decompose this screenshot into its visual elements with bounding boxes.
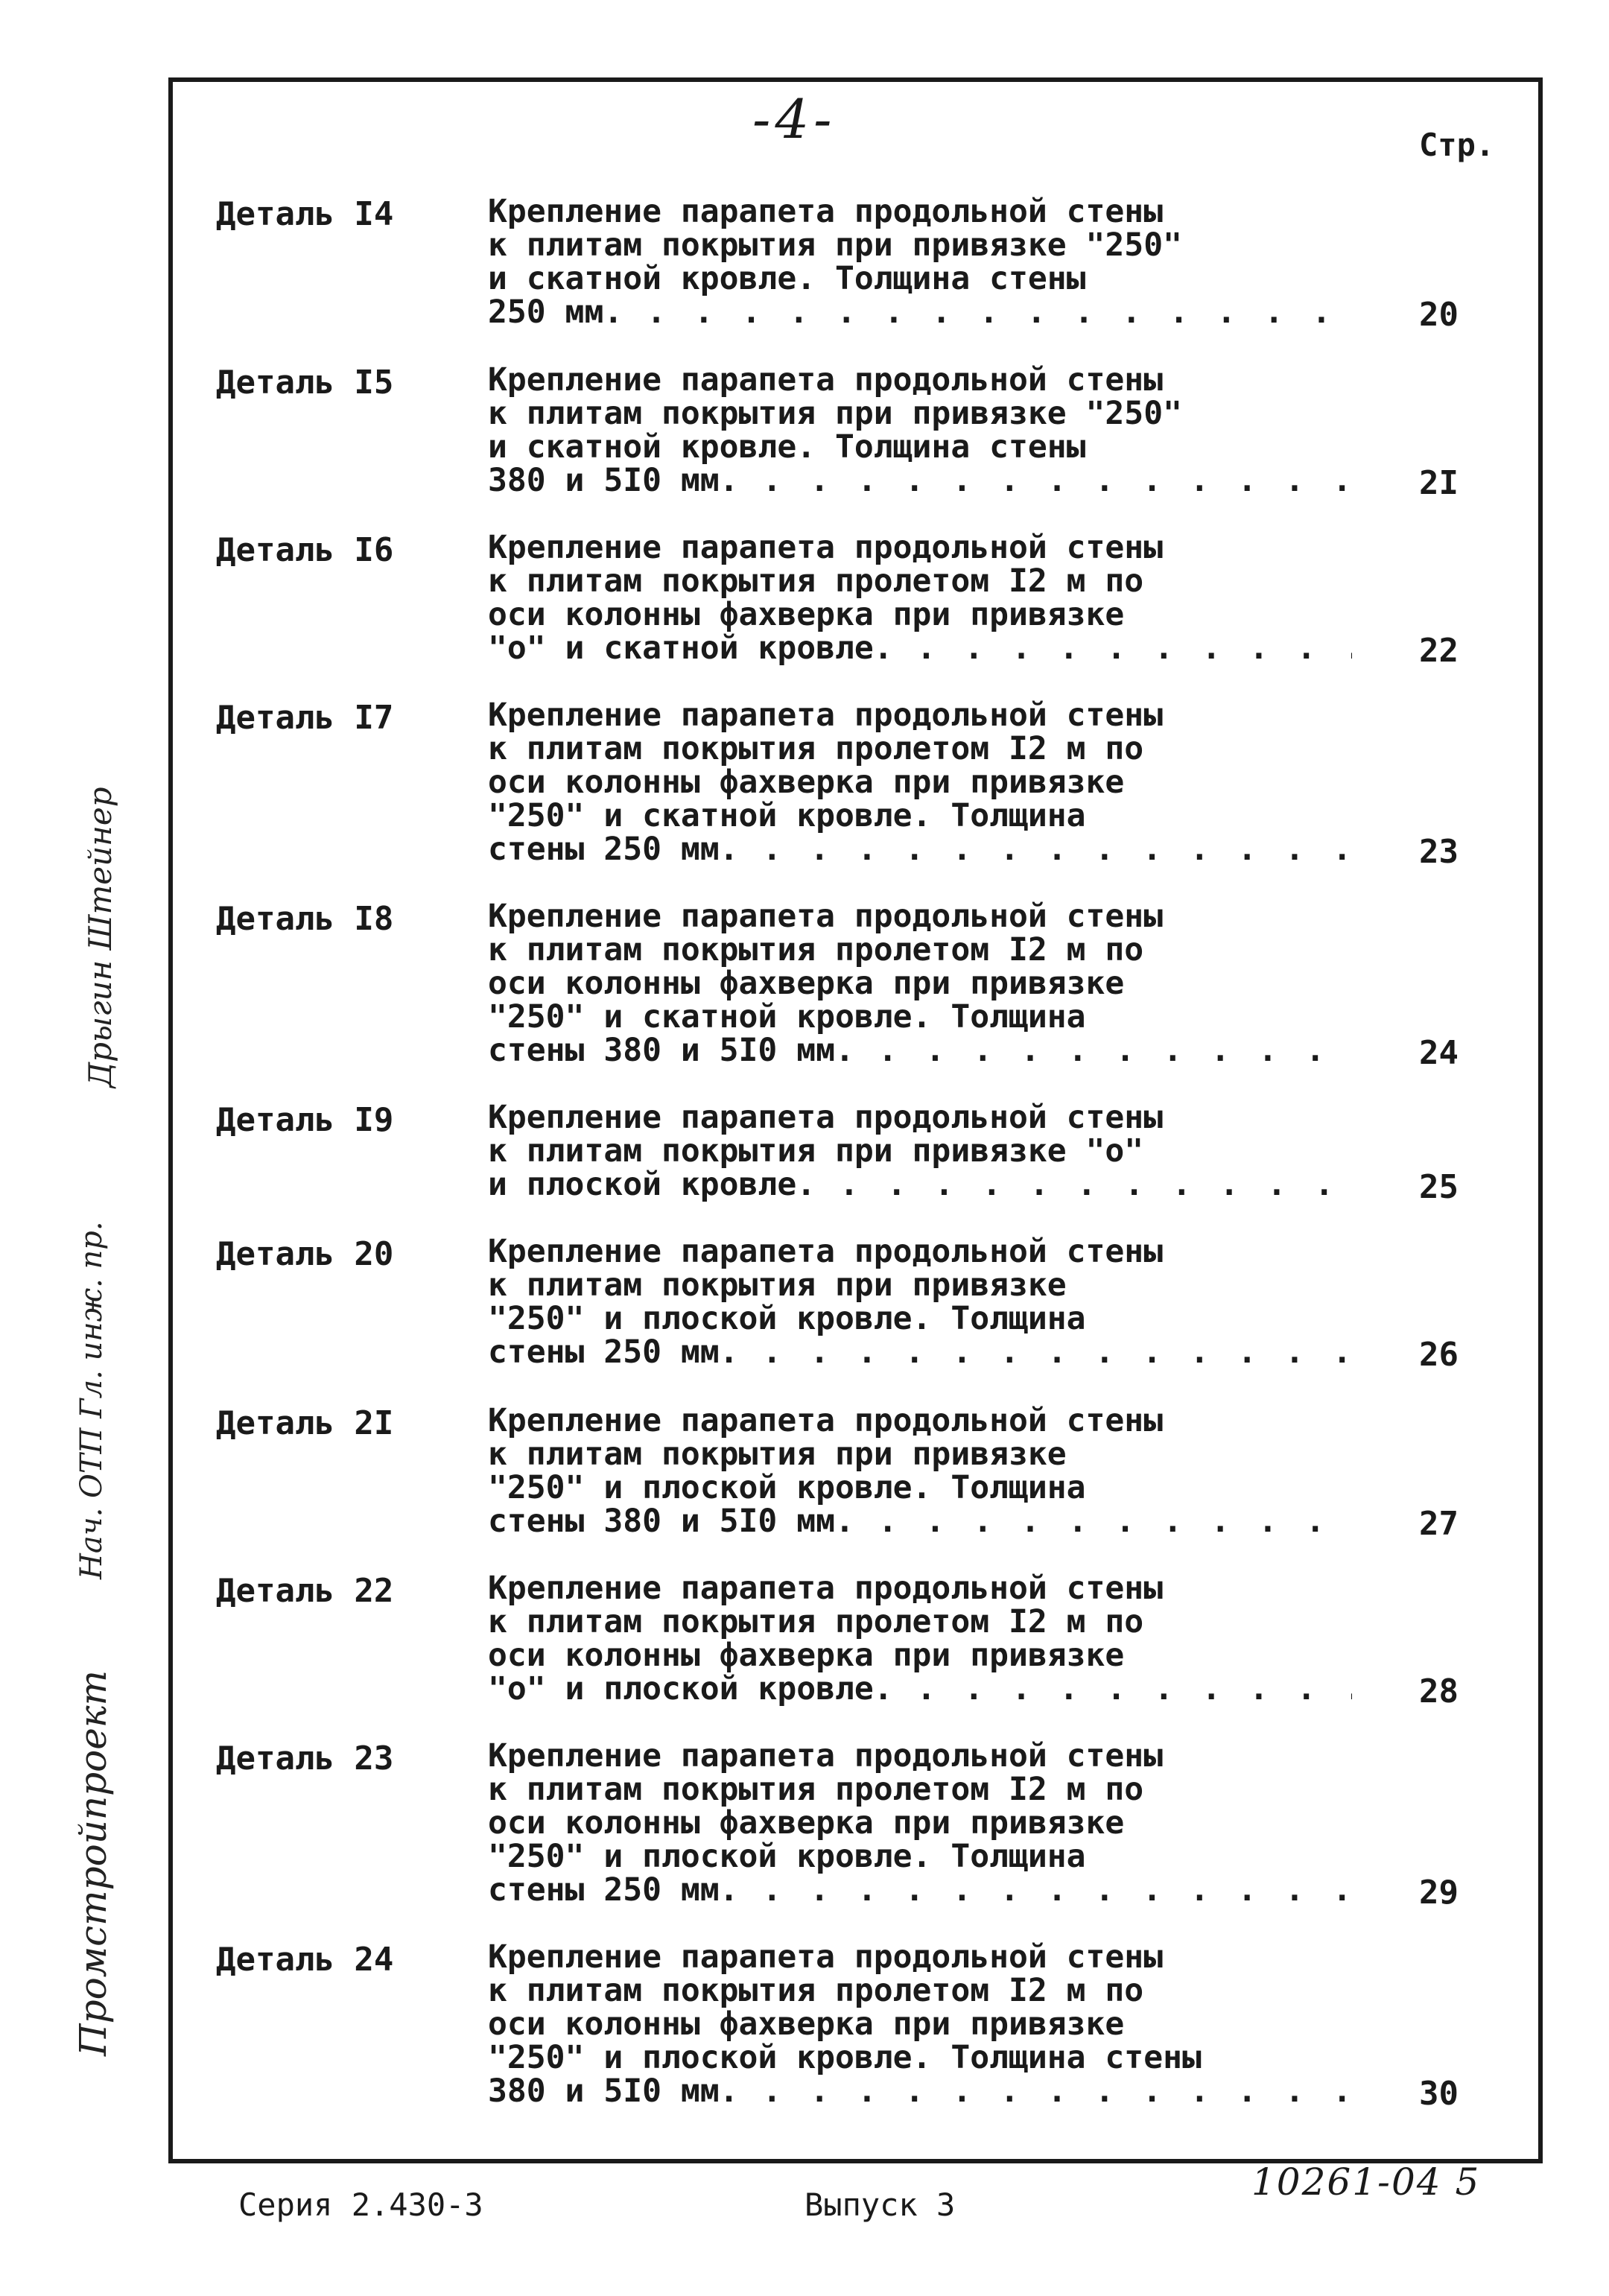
footer-series: Серия 2.430-3 <box>238 2186 483 2223</box>
page-column-header: Стр. <box>1419 127 1495 163</box>
entry-description-line: к плитам покрытия при привязке "250" <box>488 229 1182 262</box>
entry-description-line: оси колонны фахверка при привязке <box>488 1807 1125 1840</box>
entry-description-line: "250" и скатной кровле. Толщина <box>488 1000 1086 1034</box>
entry-description-line: Крепление парапета продольной стены <box>488 364 1164 397</box>
entry-description-line: к плитам покрытия при привязке <box>488 1269 1067 1302</box>
entry-description-line: "250" и плоской кровле. Толщина <box>488 1840 1086 1874</box>
entry-description-line: Крепление парапета продольной стены <box>488 1572 1164 1605</box>
entry-description-line: и скатной кровле. Толщина стены <box>488 262 1086 296</box>
entry-label: Деталь 24 <box>216 1941 394 1979</box>
entry-description <box>488 1101 1352 1202</box>
entry-description-line: Крепление парапета продольной стены <box>488 1101 1164 1135</box>
entry-description <box>488 699 1352 866</box>
entry-page-number: 22 <box>1419 632 1459 670</box>
entry-label: Деталь I9 <box>216 1101 394 1139</box>
entry-description-line: к плитам покрытия пролетом I2 м по <box>488 565 1144 598</box>
signatures-stamp: Дрыгин Штейнер <box>82 787 118 1088</box>
page-number: -4- <box>752 88 837 150</box>
entry-page-number: 27 <box>1419 1505 1459 1543</box>
entry-description-line: к плитам покрытия при привязке "о" <box>488 1135 1144 1168</box>
entry-description-line: оси колонны фахверка при привязке <box>488 598 1125 632</box>
entry-label: Деталь I5 <box>216 364 394 402</box>
entry-label: Деталь 2I <box>216 1404 394 1442</box>
entry-description-line: стены 250 мм. . . . <box>488 1874 1352 1907</box>
entry-description <box>488 531 1352 665</box>
entry-page-number: 2I <box>1419 464 1459 502</box>
entry-description-line: к плитам покрытия при привязке "250" <box>488 397 1182 431</box>
entry-description-line: оси колонны фахверка при привязке <box>488 766 1125 799</box>
entry-description-line: и скатной кровле. Толщина стены <box>488 431 1086 464</box>
entry-description-line: и плоской кровле. . . . <box>488 1168 1352 1202</box>
entry-label: Деталь 22 <box>216 1572 394 1610</box>
entry-description-line: Крепление парапета продольной стены <box>488 699 1164 732</box>
organization-stamp: Промстройпроект <box>72 1669 115 2056</box>
entry-description-line: Крепление парапета продольной стены <box>488 900 1164 933</box>
entry-page-number: 29 <box>1419 1874 1459 1912</box>
entry-description <box>488 195 1352 329</box>
entry-description <box>488 1572 1352 1706</box>
entry-description-line: "250" и скатной кровле. Толщина <box>488 799 1086 833</box>
entry-description-line: Крепление парапета продольной стены <box>488 531 1164 565</box>
entry-label: Деталь I8 <box>216 900 394 938</box>
entry-description-line: "250" и плоской кровле. Толщина <box>488 1302 1086 1336</box>
entry-description-line: 250 мм. . . . <box>488 296 1352 329</box>
entry-description-line: стены 380 и 5I0 мм. . . . <box>488 1034 1352 1068</box>
entry-description-line: оси колонны фахверка при привязке <box>488 1639 1125 1672</box>
entry-page-number: 20 <box>1419 296 1459 334</box>
entry-description-line: "250" и плоской кровле. Толщина <box>488 1471 1086 1505</box>
entry-description <box>488 1404 1352 1538</box>
entry-description-line: стены 250 мм. . . . <box>488 833 1352 866</box>
roles-stamp: Нач. ОТП Гл. инж. пр. <box>74 1221 109 1579</box>
entry-description-line: "250" и плоской кровле. Толщина стены <box>488 2041 1202 2075</box>
entry-description <box>488 1941 1352 2108</box>
entry-label: Деталь I6 <box>216 531 394 569</box>
entry-label: Деталь I7 <box>216 699 394 737</box>
entry-description-line: Крепление парапета продольной стены <box>488 1740 1164 1773</box>
footer-issue: Выпуск 3 <box>805 2186 956 2223</box>
entry-description-line: к плитам покрытия пролетом I2 м по <box>488 1974 1144 2008</box>
entry-description-line: Крепление парапета продольной стены <box>488 1235 1164 1269</box>
entry-description-line: "о" и плоской кровле. . . . <box>488 1672 1352 1706</box>
entry-description-line: Крепление парапета продольной стены <box>488 1941 1164 1974</box>
entry-description <box>488 1235 1352 1369</box>
entry-description-line: Крепление парапета продольной стены <box>488 195 1164 229</box>
entry-description-line: к плитам покрытия пролетом I2 м по <box>488 933 1144 967</box>
entry-description <box>488 364 1352 498</box>
entry-description-line: к плитам покрытия пролетом I2 м по <box>488 1605 1144 1639</box>
entry-label: Деталь 23 <box>216 1740 394 1778</box>
entry-description-line: к плитам покрытия при привязке <box>488 1438 1067 1471</box>
entry-page-number: 23 <box>1419 833 1459 871</box>
entry-description-line: 380 и 5I0 мм. . . . <box>488 464 1352 498</box>
entry-description-line: 380 и 5I0 мм. . . . <box>488 2075 1352 2108</box>
footer-document-code: 10261-04 5 <box>1251 2160 1481 2204</box>
entry-description <box>488 900 1352 1068</box>
entry-page-number: 24 <box>1419 1034 1459 1072</box>
entry-description-line: Крепление парапета продольной стены <box>488 1404 1164 1438</box>
entry-description-line: "о" и скатной кровле. . . . <box>488 632 1352 665</box>
entry-description <box>488 1740 1352 1907</box>
entry-description-line: к плитам покрытия пролетом I2 м по <box>488 1773 1144 1807</box>
entry-page-number: 25 <box>1419 1168 1459 1206</box>
entry-description-line: оси колонны фахверка при привязке <box>488 967 1125 1000</box>
entry-page-number: 26 <box>1419 1336 1459 1374</box>
entry-description-line: к плитам покрытия пролетом I2 м по <box>488 732 1144 766</box>
entry-page-number: 30 <box>1419 2075 1459 2113</box>
entry-description-line: оси колонны фахверка при привязке <box>488 2008 1125 2041</box>
entry-description-line: стены 380 и 5I0 мм. . . . <box>488 1505 1352 1538</box>
entry-description-line: стены 250 мм. . . . <box>488 1336 1352 1369</box>
entry-label: Деталь 20 <box>216 1235 394 1273</box>
entry-page-number: 28 <box>1419 1672 1459 1710</box>
entry-label: Деталь I4 <box>216 195 394 233</box>
